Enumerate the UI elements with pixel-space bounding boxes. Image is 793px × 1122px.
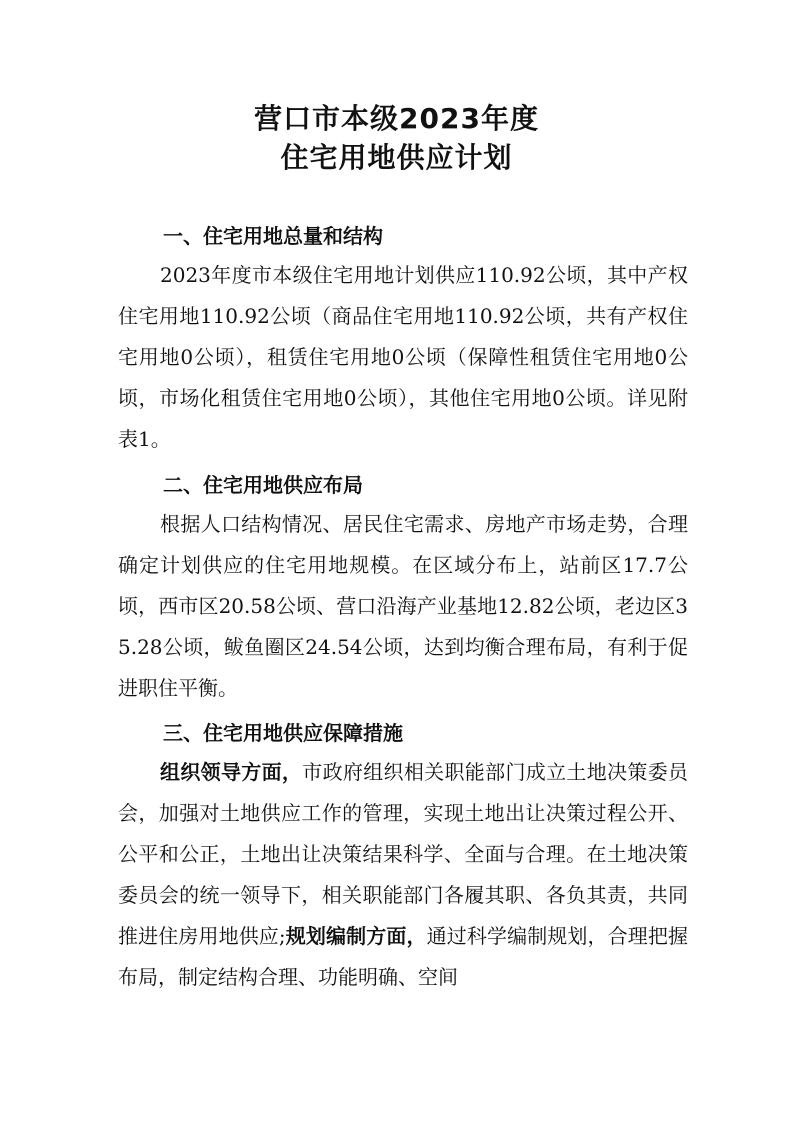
section-2-paragraph: 根据人口结构情况、居民住宅需求、房地产市场走势，合理确定计划供应的住宅用地规模。在区域分布上，站前区17.7公顷，西市区20.58公顷、营口沿海产业基地12.82公顷，老边区35.28公顷，鲅鱼圈区24.54公顷，达到均衡合理布局，有利于促进职住平衡。 — [118, 512, 688, 700]
section-3-heading: 三、住宅用地供应保障措施 — [163, 721, 403, 745]
organization-leadership-text: 市政府组织相关职能部门成立土地决策委员会，加强对土地供应工作的管理，实现土地出让决策过程公开、公平和公正，土地出让决策结果科学、全面与合理。在土地决策委员会的统一领导下，相关职能部门各履其职、各负其责，共同推进住房用地供应; — [118, 760, 689, 948]
section-2-heading: 二、住宅用地供应布局 — [163, 473, 363, 497]
section-1-heading: 一、住宅用地总量和结构 — [163, 224, 383, 248]
document-title-line-2: 住宅用地供应计划 — [280, 141, 513, 174]
section-1-paragraph: 2023年度市本级住宅用地计划供应110.92公顷，其中产权住宅用地110.92公顷（商品住宅用地110.92公顷，共有产权住宅用地0公顷），租赁住宅用地0公顷（保障性租赁住宅用地0公顷，市场化租赁住宅用地0公顷），其他住宅用地0公顷。详见附表1。 — [118, 263, 688, 451]
planning-compilation-text: 通过科学编制规划，合理把握布局，制定结构合理、功能明确、空间 — [118, 924, 689, 989]
planning-compilation-label: 规划编制方面， — [285, 924, 427, 948]
document-title-line-1: 营口市本级2023年度 — [254, 102, 539, 135]
section-3-paragraph — [118, 752, 688, 998]
organization-leadership-label: 组织领导方面， — [160, 760, 303, 784]
